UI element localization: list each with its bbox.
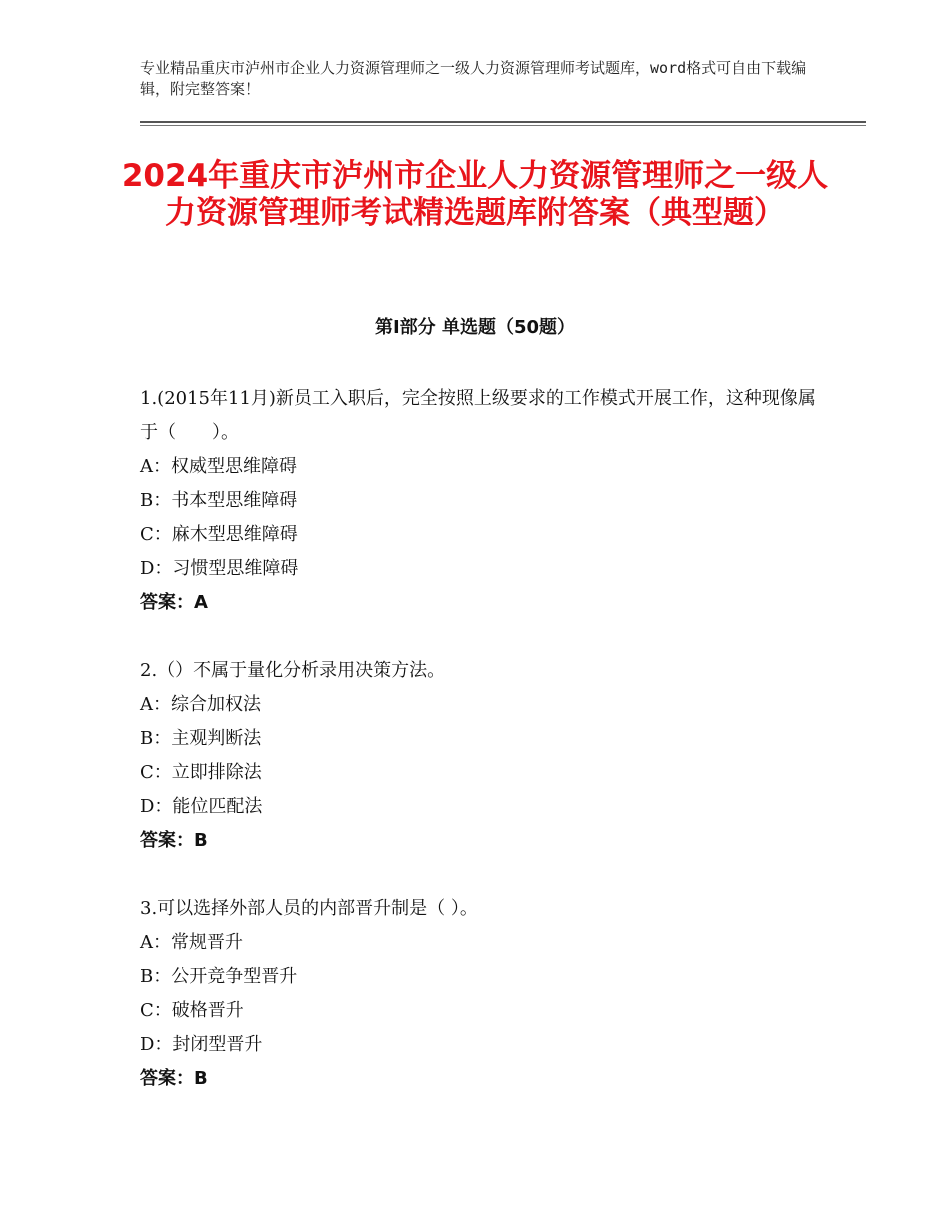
option-a: A：综合加权法: [140, 694, 261, 715]
header-note: 专业精品重庆市泸州市企业人力资源管理师之一级人力资源管理师考试题库，word格式可自由下载编辑，附完整答案！: [140, 59, 807, 98]
section-title: 第Ⅰ部分 单选题（50题）: [374, 317, 575, 338]
option-c: C：麻木型思维障碍: [140, 524, 298, 545]
option-b: B：主观判断法: [140, 728, 262, 749]
option-c: C：破格晋升: [140, 1000, 244, 1021]
question-stem: 1.(2015年11月)新员工入职后，完全按照上级要求的工作模式开展工作，这种现像属于（ ）。: [140, 388, 816, 443]
option-b: B：公开竞争型晋升: [140, 966, 298, 987]
header-divider: [140, 121, 866, 123]
answer: 答案：B: [140, 830, 208, 851]
document-title: 2024年重庆市泸州市企业人力资源管理师之一级人力资源管理师考试精选题库附答案（典型题）: [121, 158, 829, 231]
option-d: D：封闭型晋升: [140, 1034, 263, 1055]
answer: 答案：B: [140, 1068, 208, 1089]
question-item: [140, 654, 820, 858]
header-divider-thin: [140, 125, 866, 126]
option-d: D：能位匹配法: [140, 796, 263, 817]
option-b: B：书本型思维障碍: [140, 490, 298, 511]
answer: 答案：A: [140, 592, 208, 613]
question-item: [140, 892, 820, 1096]
question-item: [140, 382, 820, 620]
question-stem: 2.（）不属于量化分析录用决策方法。: [140, 660, 446, 681]
question-list: [140, 382, 820, 1130]
option-d: D：习惯型思维障碍: [140, 558, 299, 579]
question-stem: 3.可以选择外部人员的内部晋升制是（ ）。: [140, 898, 478, 919]
option-a: A：常规晋升: [140, 932, 243, 953]
option-a: A：权威型思维障碍: [140, 456, 297, 477]
option-c: C：立即排除法: [140, 762, 262, 783]
